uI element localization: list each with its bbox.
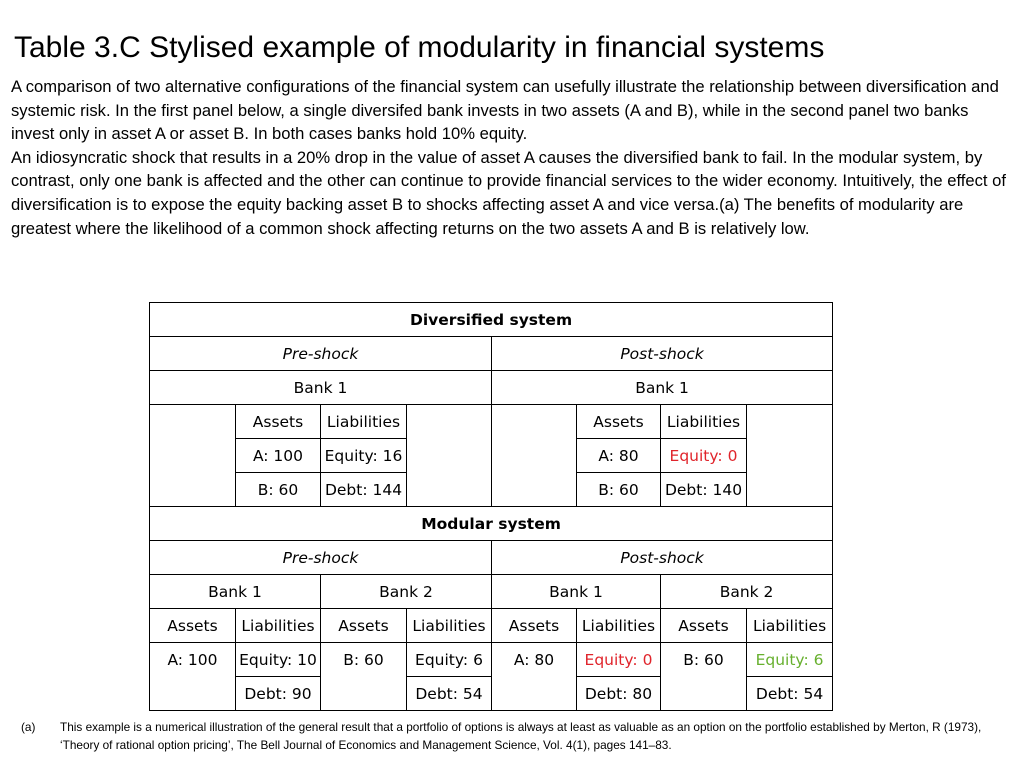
modular-pre-bank2-name: Bank 2 (321, 575, 492, 609)
empty-cell (407, 405, 492, 507)
modular-post-shock-label: Post-shock (492, 541, 833, 575)
modular-pre-bank1-equity: Equity: 10 (236, 643, 321, 677)
empty-cell (150, 677, 236, 711)
diversified-post-equity-a-row-asset: A: 80 (577, 439, 661, 473)
diversified-post-liabilities-header: Liabilities (661, 405, 747, 439)
modular-pre-bank2-equity: Equity: 6 (407, 643, 492, 677)
diversified-system-header: Diversified system (150, 303, 833, 337)
modular-post-bank2-equity: Equity: 6 (747, 643, 833, 677)
diversified-post-debt: Debt: 140 (661, 473, 747, 507)
modular-pre-bank1-debt: Debt: 90 (236, 677, 321, 711)
modular-pre-bank2-liabilities-header: Liabilities (407, 609, 492, 643)
modular-post-bank2-name: Bank 2 (661, 575, 833, 609)
modular-post-bank2-debt: Debt: 54 (747, 677, 833, 711)
modular-post-bank1-equity: Equity: 0 (577, 643, 661, 677)
diversified-post-asset-b: B: 60 (577, 473, 661, 507)
diversified-pre-shock-label: Pre-shock (150, 337, 492, 371)
intro-text (11, 75, 1013, 240)
empty-cell (321, 677, 407, 711)
empty-cell (492, 405, 577, 507)
modular-post-bank2-asset-b: B: 60 (661, 643, 747, 677)
empty-cell (492, 677, 577, 711)
diversified-post-equity: Equity: 0 (661, 439, 747, 473)
empty-cell (150, 405, 236, 507)
modular-post-bank2-liabilities-header: Liabilities (747, 609, 833, 643)
diversified-pre-equity: Equity: 16 (321, 439, 407, 473)
diversified-pre-asset-b: B: 60 (236, 473, 321, 507)
modular-post-bank1-asset-a: A: 80 (492, 643, 577, 677)
diversified-pre-bank-name: Bank 1 (150, 371, 492, 405)
footnote-mark: (a) (21, 720, 36, 734)
modular-pre-bank1-asset-a: A: 100 (150, 643, 236, 677)
modular-post-bank1-name: Bank 1 (492, 575, 661, 609)
diversified-pre-liabilities-header: Liabilities (321, 405, 407, 439)
empty-cell (747, 405, 833, 507)
modular-post-bank1-liabilities-header: Liabilities (577, 609, 661, 643)
intro-paragraph-2: An idiosyncratic shock that results in a 20% drop in the value of asset A causes the diversified bank to fail. In the modular system, by contrast, only one bank is affected and the other can continue to provide financial services to the wider economy. Intuitively, the effect of diversification is to expose the equity backing asset B to shocks affecting asset A and vice versa.(a) The benefits of modularity are greatest where the likelihood of a common shock affecting returns on the two assets A and B is relatively low. (11, 147, 1006, 238)
modularity-table (149, 302, 833, 711)
diversified-pre-debt: Debt: 144 (321, 473, 407, 507)
intro-paragraph-1: A comparison of two alternative configurations of the financial system can usefully illustrate the relationship between diversification and systemic risk. In the first panel below, a single diversifed bank invests in two assets (A and B), while in the second panel two banks invest only in asset A or asset B. In both cases banks hold 10% equity. (11, 77, 999, 144)
modular-pre-bank2-debt: Debt: 54 (407, 677, 492, 711)
modular-post-bank2-assets-header: Assets (661, 609, 747, 643)
diversified-post-bank-name: Bank 1 (492, 371, 833, 405)
modular-system-header: Modular system (150, 507, 833, 541)
modular-post-bank1-debt: Debt: 80 (577, 677, 661, 711)
diversified-post-shock-label: Post-shock (492, 337, 833, 371)
modular-pre-bank1-name: Bank 1 (150, 575, 321, 609)
modular-pre-shock-label: Pre-shock (150, 541, 492, 575)
page-title: Table 3.C Stylised example of modularity in financial systems (14, 31, 825, 64)
modular-pre-bank1-liabilities-header: Liabilities (236, 609, 321, 643)
diversified-post-assets-header: Assets (577, 405, 661, 439)
diversified-pre-asset-a: A: 100 (236, 439, 321, 473)
modular-post-bank1-assets-header: Assets (492, 609, 577, 643)
footnote-text: This example is a numerical illustration of the general result that a portfolio of options is always at least as valuable as an option on the portfolio established by Merton, R (1973), ‘Theory of rational option pricing’, The Bell Journal of Economics and Management Science, Vol. 4(1), pages 141–83. (60, 720, 982, 752)
modular-pre-bank1-assets-header: Assets (150, 609, 236, 643)
empty-cell (661, 677, 747, 711)
modular-pre-bank2-assets-header: Assets (321, 609, 407, 643)
modular-pre-bank2-asset-b: B: 60 (321, 643, 407, 677)
diversified-pre-assets-header: Assets (236, 405, 321, 439)
